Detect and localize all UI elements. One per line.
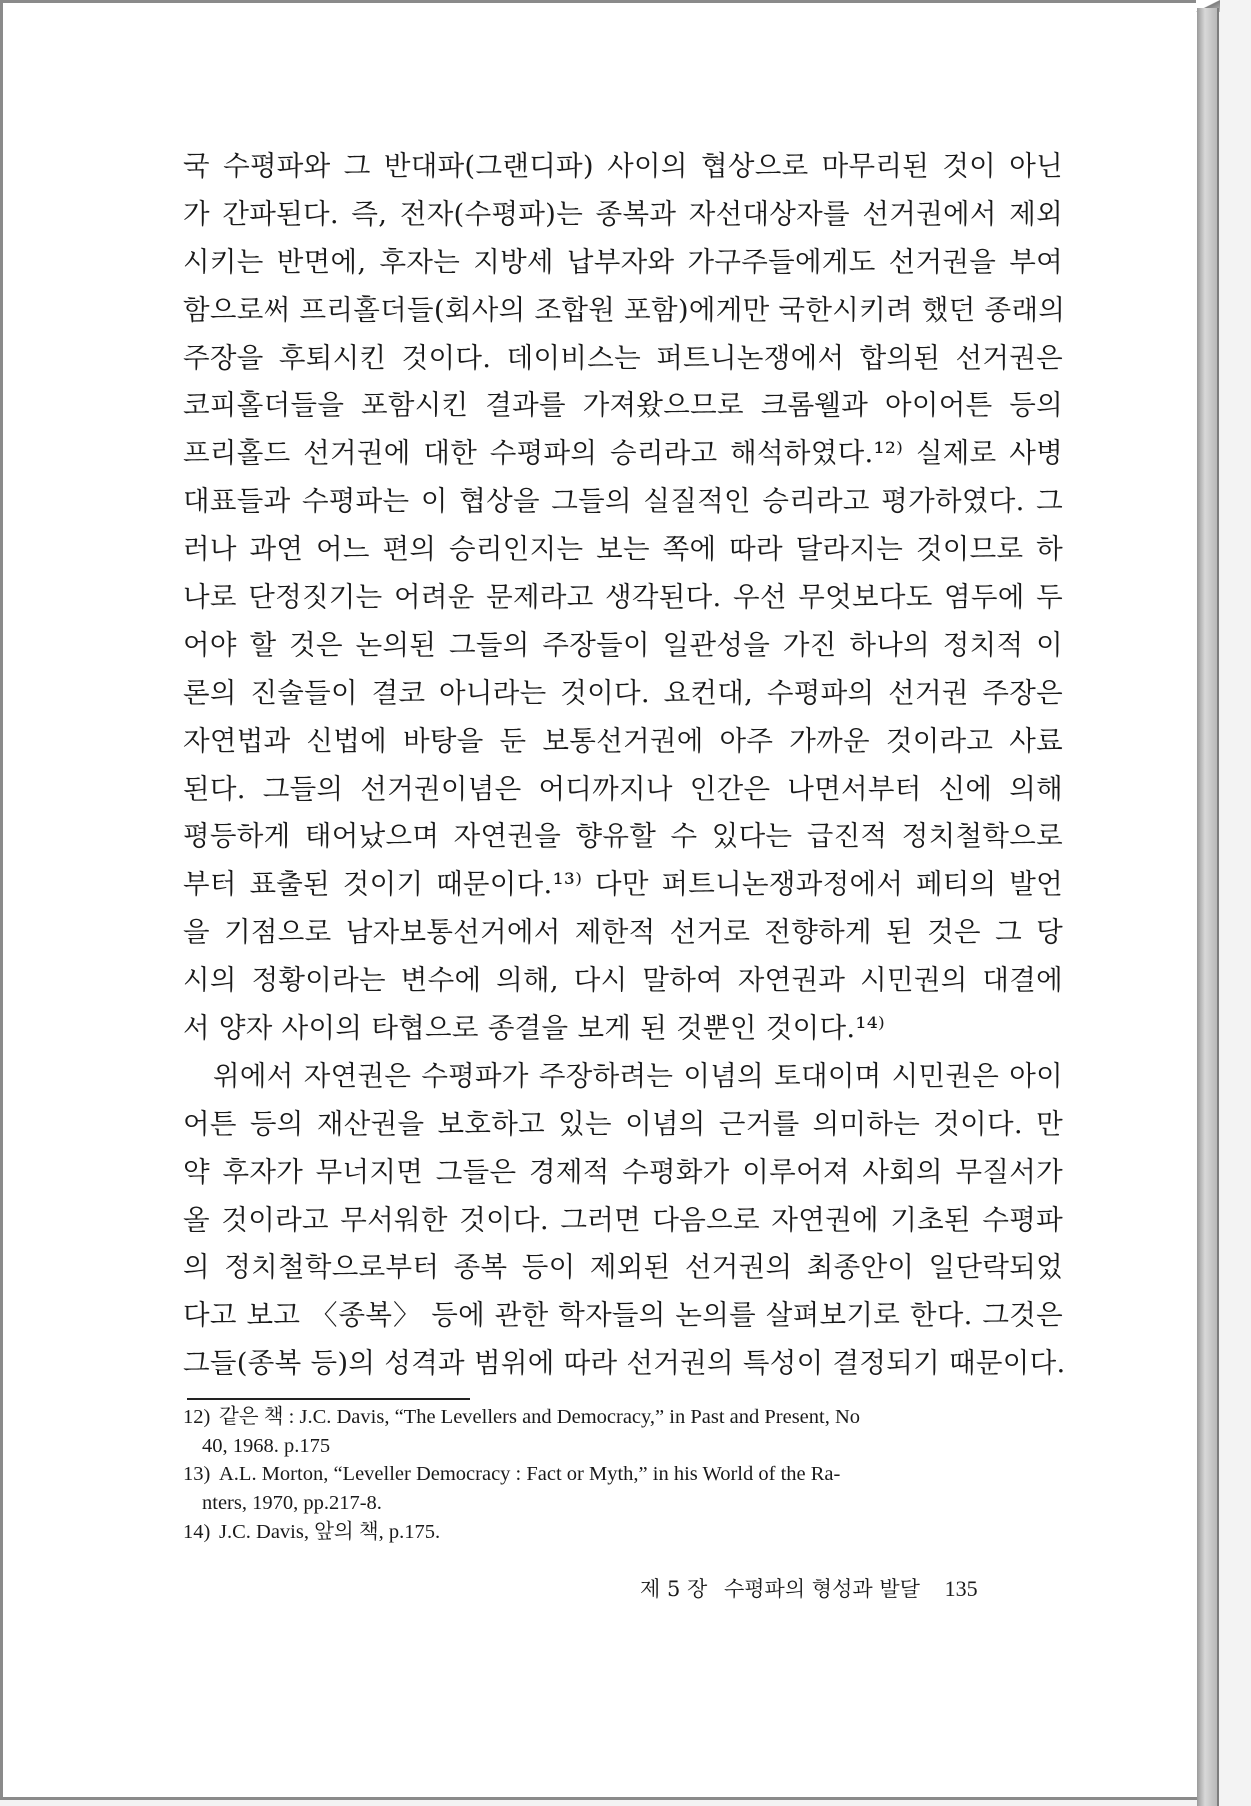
footnote-divider [187,1398,470,1400]
footnote-number: 12) [183,1406,211,1428]
body-line: 국 수평파와 그 반대파(그랜디파) 사이의 협상으로 마무리된 것이 아닌 [183,150,1063,182]
footnote-number: 13) [183,1463,211,1486]
body-text [183,143,1066,1388]
body-line: 코피홀더들을 포함시킨 결과를 가져왔으므로 크롬웰과 아이어튼 등의 [183,389,1063,422]
body-line: 어야 할 것은 논의된 그들의 주장들이 일관성을 가진 하나의 정치적 이 [183,628,1063,661]
body-line: 된다. 그들의 선거권이념은 어디까지나 인간은 나면서부터 신에 의해 [183,772,1063,805]
body-line: 평등하게 태어났으며 자연권을 향유할 수 있다는 급진적 정치철학으로 [183,820,1063,853]
body-line: 약 후자가 무너지면 그들은 경제적 수평화가 이루어져 사회의 무질서가 [183,1155,1063,1188]
footnote-13 [183,1460,1063,1489]
footnotes [183,1403,1063,1546]
body-line: 부터 표출된 것이기 때문이다.¹³⁾ 다만 퍼트니논쟁과정에서 페티의 발언 [183,868,1063,901]
footnote-12-cont: 40, 1968. p.175 [202,1434,331,1457]
body-line: 시의 정황이라는 변수에 의해, 다시 말하여 자연권과 시민권의 대결에 [183,964,1063,997]
body-line: 을 기점으로 남자보통선거에서 제한적 선거로 전향하게 된 것은 그 당 [183,916,1063,949]
body-line: 의 정치철학으로부터 종복 등이 제외된 선거권의 최종안이 일단락되었 [183,1251,1063,1284]
page-stack-edge [1197,8,1219,1806]
body-line: 시키는 반면에, 후자는 지방세 납부자와 가구주들에게도 선거권을 부여 [183,245,1063,278]
footnote-12 [183,1403,1063,1432]
footnote-text: 같은 책 : J.C. Davis, “The Levellers and Democracy,” in Past and Present, No [219,1406,861,1428]
body-line: 론의 진술들이 결코 아니라는 것이다. 요컨대, 수평파의 선거권 주장은 [183,676,1063,709]
paragraph-start-line: 위에서 자연권은 수평파가 주장하려는 이념의 토대이며 시민권은 아이 [213,1059,1063,1092]
body-line: 가 간파된다. 즉, 전자(수평파)는 종복과 자선대상자를 선거권에서 제외 [183,197,1063,230]
body-line: 대표들과 수평파는 이 협상을 그들의 실질적인 승리라고 평가하였다. 그 [183,485,1063,518]
body-line: 나로 단정짓기는 어려운 문제라고 생각된다. 우선 무엇보다도 염두에 두 [183,581,1063,614]
running-footer [640,1573,1040,1603]
body-line: 함으로써 프리홀더들(회사의 조합원 포함)에게만 국한시키려 했던 종래의 [183,293,1066,326]
footnote-14 [183,1518,1063,1547]
body-line: 어튼 등의 재산권을 보호하고 있는 이념의 근거를 의미하는 것이다. 만 [183,1107,1063,1140]
body-line: 그들(종복 등)의 성격과 범위에 따라 선거권의 특성이 결정되기 때문이다. [183,1347,1066,1380]
chapter-title: 수평파의 형성과 발달 [723,1577,920,1601]
body-line: 프리홀드 선거권에 대한 수평파의 승리라고 해석하였다.¹²⁾ 실제로 사병 [183,437,1063,470]
body-line: 서 양자 사이의 타협으로 종결을 보게 된 것뿐인 것이다.¹⁴⁾ [183,1012,886,1045]
footnote-text: J.C. Davis, 앞의 책, p.175. [219,1520,441,1543]
chapter-label: 제 5 장 [640,1577,708,1601]
footnote-13-cont: nters, 1970, pp.217-8. [202,1492,382,1515]
body-line: 러나 과연 어느 편의 승리인지는 보는 쪽에 따라 달라지는 것이므로 하 [183,533,1063,566]
body-line: 올 것이라고 무서워한 것이다. 그러면 다음으로 자연권에 기초된 수평파 [183,1203,1063,1236]
body-line: 다고 보고 〈종복〉 등에 관한 학자들의 논의를 살펴보기로 한다. 그것은 [183,1299,1063,1332]
footnote-number: 14) [183,1520,211,1543]
body-line: 주장을 후퇴시킨 것이다. 데이비스는 퍼트니논쟁에서 합의된 선거권은 [183,341,1063,374]
footnote-text: A.L. Morton, “Leveller Democracy : Fact or Myth,” in his World of the Ra- [219,1463,841,1486]
page-number: 135 [944,1576,978,1601]
body-line: 자연법과 신법에 바탕을 둔 보통선거권에 아주 가까운 것이라고 사료 [183,724,1063,757]
